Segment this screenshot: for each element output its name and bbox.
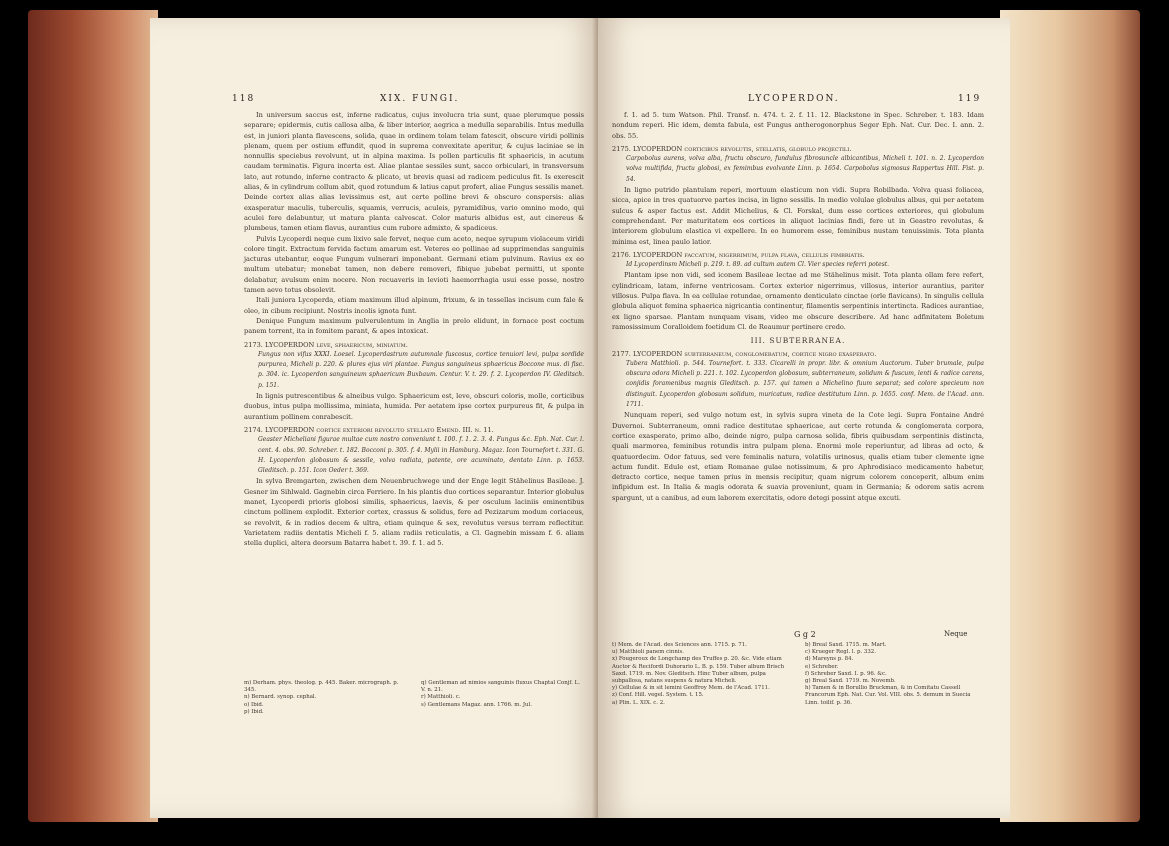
- left-page-edges: [28, 10, 158, 822]
- entry-title: LYCOPERDON subterraneum, conglomeratum, cortice nigro exasperato.: [633, 349, 877, 358]
- right-page: [598, 18, 1010, 818]
- left-page-body: [244, 110, 584, 548]
- catchword: Neque: [944, 630, 968, 638]
- footnote: s) Gentlemans Magaz. ann. 1766. m. Jul.: [421, 701, 532, 708]
- right-footnotes: [612, 642, 984, 707]
- footnote: d) Mareyns p. 84.: [805, 656, 854, 663]
- entry-text: In ligno putrido plantulam reperi, mortuum elasticum non vidi. Supra Robilbada. Volva quasi foliacea, sicca, apice in tres quatuorve partes incisa, in ligno sessilis. In medio volulae globulus albus, qui per aetatem sulcus & asper factus est. Addit Michelius, & Cl. Forskal, dum esse cortices exteriores, qui globulum comprehendant. Per maturitatem eos cortices in aliquot lacinias findi, fere ut in Geastro revolutas, & interiorem globulum elastica vi expellere. In eo humorem esse, feminibus nustam tenuissimis. Tota planta minima est, linea paulo latior.: [612, 186, 984, 246]
- footnote: x) Fougeroux de Longchamp des Truffes p. 20. &c. Vide etiam Auctor & Recifordi Duhorario L. B. p. 159. Tuber album Brisch Saxd. 1719. m. Nov. Gleditsch. Hinc Tuber album, pulpa subpallosa, natans suspens & natura Micheli.: [612, 656, 785, 685]
- paragraph: Pulvis Lycoperdi neque cum lixivo sale fervet, neque cum aceto, neque syrupum violaceum viridi colore tingit. Extractum fervida factum amarum est. Veteres eo pollinae ad supprimendas sanguinis jacturas utebantur, eoque Fungum vulnerari imponebant. Germani etiam pulvinum. Ravius ex eo multum utebatur; monebat tamen, non debere removeri, fibique jubebat permitti, ut sponte delabatur, avulsum enim nocere. Non recuaveris in levioti haemorrhagia usui esse posse, nostro tamen aevo totus obsolevit.: [244, 234, 584, 295]
- right-page-number: 119: [958, 94, 982, 104]
- entry-number: 2177.: [612, 349, 631, 358]
- left-page-number: 118: [232, 94, 256, 104]
- footnote: z) Conf. Hill. vegel. System. t. 15.: [612, 692, 704, 699]
- left-page: [150, 18, 598, 818]
- entry-text: Plantam ipse non vidi, sed iconem Basileae lectae ad me Stähelinus misit. Tota planta ollam fere refert, cylindricam, latam, inferne ventricosam. Cortex exterior nigerrimus, villosus, interior aurantius, pariter villosus. Pulpa flava. In ea cellulae rotundae, ornamento denticulato cinctae (orle flavicans). In singulis cellula globula aliquot femina sphaerica nigricantia continentur, filamentis serpentinis intertincta. Radices aurantiae, ex ligno sparsae. Plantam nunquam visam, video me obscure describere. Ad hanc adfinitatem Boletum ramosissimum Coralloidem foetidum Cl. de Reaumur pertinere credo.: [612, 271, 984, 331]
- entry-title: LYCOPERDON faccatum, nigerrimum, pulpa flava, cellulis fimbriatis.: [633, 250, 865, 259]
- entry-number: 2176.: [612, 250, 631, 259]
- left-footnotes: [244, 680, 584, 716]
- footnote: e) Schreber.: [805, 663, 839, 670]
- entry-heading: [244, 340, 584, 350]
- entry-title: LYCOPERDON corticibus revolutis, stellatis, globulo projectili.: [633, 144, 852, 153]
- entry-text: Nunquam reperi, sed vulgo notum est, in sylvis supra vineta de la Cote legi. Supra Fontaine André Duvernoi. Subterraneum, omni radice destitutae sphaericae, aut certe rotunda & conglomerata corpora, cortice exasperato, primo albo, deinde nigro, pulpa carnosa solida, fibris quibusdam serpentinis distincta, quali marmorea, feminibus rotundis intra pulpam plena. Enormi mole reperiuntur, ad libras ad octo, & quatuordecim. Odor fatuus, sed vere feminalis natura, volatilis urinosus, qualis etiam tuber clemente igne actum fundit. Edule est, etiam Romanae gulae notissimum, & pro Aphrodisiaco medicamento habetur, detracto cortice, neque tamen prius in mensis recipitur, quam nigrum colorem conceperit, album enim infipidum est. In Italia & magis odorata & suavia proveniunt, quam in Germania; & odorem satis acrem spargunt, ut a canibus, ad eum laborem exercitatis, odore detegi possint atque excuti.: [612, 411, 984, 502]
- footnote: c) Krueger Regl. l. p. 332.: [805, 649, 876, 656]
- footnote: o) Ibid.: [244, 701, 264, 708]
- right-page-body: [612, 110, 984, 503]
- right-page-edges: [1000, 10, 1140, 822]
- footnote: u) Matthioli panem cinnis.: [612, 649, 684, 656]
- entry-heading: [612, 144, 984, 154]
- footnote: h) Tamen & in Borullio Bruckman, & in Comitatu Cassell Francorum Eph. Nat. Cur. Vol. VIII. obs. 5. demum in Suecia Linn. toilif. p. 36.: [805, 685, 971, 706]
- entry-number: 2173.: [244, 340, 263, 349]
- footnote: r) Matthioli. c.: [421, 694, 461, 701]
- entry-references: Id Lycoperdinsm Micheli p. 219. t. 89. ad cultum autem Cl. Vier species referri potest.: [626, 261, 890, 269]
- footnote: y) Cellulae & in sit lemini Geoffroy Mem. de l'Acad. 1711.: [612, 685, 770, 692]
- footnote: t) Mem. de l'Acad. des Sciences ann. 1715. p. 71.: [612, 642, 747, 648]
- right-running-head: LYCOPERDON.: [748, 94, 840, 104]
- signature-mark: G g 2: [794, 630, 816, 639]
- entry-number: 2174.: [244, 425, 263, 434]
- entry-text: In sylva Bremgarten, zwischen dem Neuenbruchwege und der Enge legit Stähelinus Basileae. J. Gesner im Sihlwald. Gagnebin circa Ferriere. In his plantis duo cortices separantur. Interior globulus manet, Lycoperdi prioris globosi similis, sphaericus, laevis, & per osculum laciniis eminentibus cinctum pollinem explodit. Exterior cortex, crassus & solidus, fere ad Pezizarum modum coriaceus, se revolvit, & in radios decem & ultra, etiam quinque & sex, revolutus versus terram reflectitur. Varietatem radiis dentatis Micheli f. 5. aliam radiis reticulatis, a Cl. Gagnebin missam f. 6. aliam stella duplici, altera deorsum Batarra habet t. 39. f. 1. ad 5.: [244, 477, 584, 548]
- left-running-head: XIX. FUNGI.: [380, 94, 460, 104]
- entry-number: 2175.: [612, 144, 631, 153]
- footnote: q) Gentleman ad nimios sanguinis fluxus Chaptal Conjf. L. V. n. 21.: [421, 680, 580, 694]
- entry-heading: [612, 349, 984, 359]
- paragraph: f. 1. ad 5. tum Watson. Phil. Transf. n. 474. t. 2. f. 11. 12. Blackstone in Spec. Schreber. t. 183. Idam nondum reperi. Hic idem, demta fabula, est Fungus antherogonorphus Seger Eph. Nat. Cur. Dec. I. ann. 2. obs. 55.: [612, 111, 984, 140]
- section-heading: III. SUBTERRANEA.: [750, 336, 846, 346]
- entry-references: Geaster Micheliani figurae multae cum nostro conveniunt t. 100. f. 1. 2. 3. 4. Fungus &c. Eph. Nat. Cur. l. cent. 4. obs. 90. Schreber. t. 182. Bocconi p. 305. f. 4. Mylii in Hamburg. Magaz. Icon Tournefort t. 331. G. H. Lycoperdon globosum & sessile, volva radiata, patente, ore acuminato, dentato Linn. p. 1653. Gleditsch. p. 151. Icon Oeder t. 369.: [258, 436, 584, 475]
- footnote: m) Derham. phys. theolog. p. 445. Baker. micrograph. p. 345.: [244, 680, 399, 694]
- entry-heading: [244, 425, 584, 435]
- footnote: f) Schreber Saxd. I. p. 96. &c.: [805, 670, 887, 677]
- entry-title: LYCOPERDON leve, sphaericum, miniatum.: [265, 340, 408, 349]
- paragraph: Itali juniora Lycoperda, etiam maximum illud alpinum, frixum, & in tessellas incisum cum fale & oleo, in cibum recipiunt. Nostris incolis ignota funt.: [244, 296, 584, 315]
- entry-title: LYCOPERDON cortice exteriori revoluto stellato Emend. III. n. 11.: [265, 425, 494, 434]
- footnote: p) Ibid.: [244, 708, 264, 715]
- footnote: b) Breal Saxd. 1715. m. Mart.: [805, 642, 887, 648]
- paragraph: Denique Fungum maximum pulverulentum in Anglia in prelo elidunt, in fornace post coctum panem torrent, ita in fomitem parant, & apes intoxicat.: [244, 316, 584, 336]
- entry-text: In lignis putrescentibus & alneibus vulgo. Sphaericum est, leve, obscuri coloris, molle, corticibus duobus, intus pulpa mollissima, miniata, humida. Per aetatem ipse cortex purpureus fit, & pulpa in aurantium pollinem conrabescit.: [244, 392, 584, 421]
- footnote: n) Bernard. synop. cephal.: [244, 694, 317, 701]
- footnote: g) Breal Saxd. 1719. m. Novemb.: [805, 678, 896, 685]
- entry-heading: [612, 250, 984, 260]
- entry-references: Fungus non vifus XXXI. Loesel. Lycoperdastrum autumnale fuscosus, cortice tenuiori levi, pulpa sordide purpurea, Micheli p. 220. & plures ejus viri plantae. Fungus sanguineus sphaericus Boccone mus. di fisc. p. 304. ic. Lycoperdon sanguineum sphaericum Buxbaum. Centur. V. t. 29. f. 2. Lycoperdon IV. Gleditsch. p. 151.: [258, 350, 584, 389]
- footnote: a) Plin. L. XIX. c. 2.: [612, 699, 665, 706]
- entry-references: Tubera Matthioli. p. 544. Tournefort. t. 333. Cicarelli in propr. libr. & omnium Auctorum. Tuber brumale, pulpa obscura odora Micheli p. 221. t. 102. Lycoperdon globosum, subterraneum, solidum & fuscum, lenti & radice carens, conjidis foramenibus magnis Gleditsch. p. 157. qui tamen a Michelino fuum separat; sed colore specieum non distinguit. Lycoperdon globosum solidum, muricatum, radice destitutum Linn. p. 1655. conf. Mem. de l'Acad. ann. 1711.: [626, 359, 984, 409]
- paragraph: In universum saccus est, inferne radicatus, cujus involucra tria sunt, quae plerumque possis separare; epidermis, cutis callosa alba, & liber interior, aegrica a medulla separabilis. Intus medulla est, in juniori planta flavescens, solida, quae in ordinem tolam telam fatescit, obscure viridi pollinis plenam, quem per ostium effundit, quod in suprema convexitate aperitur, & cujus laciniae se in nonnullis speciebus revolvunt, ut in alpina maxima. Is pollen particulis fit sphaericis, in acutum caudam terminatis. Figura incerta est. Aliae plantae sessiles sunt, sacco orbiculari, in transversum lato, aut rotundo, inferne contracto & plicato, ut brevis quasi ad radicem pediculus fit. Is exerescit alias, & in cylindrum collum abit, quod rotundum & latius caput profert, aliae Fungus sessilis manet. Deinde cortex alias alias levissimus est, aut certe polline brevi & obscuro conspersis: alias exasperatur maculis, tuberculis, squamis, verrucis, aculeis, pyramidibus, vario omnino modo, qui aculei fere delabuntur, ut matura planta calvescat. Color maturis albidus est, aut cinereus & plumbeus, tamen etiam flavus, aurantius cum rubore admixto, & spadiceus.: [244, 111, 584, 233]
- entry-references: Carpobolus aurens, volva alba, fructu obscuro, fundulus fibrosuncle albicantibus, Micheli t. 101. n. 2. Lycoperdon volva multifida, fructu globosi, ex femimbus evolvante Linn. p. 1654. Carpobolus sigmosus Rappertus Hill. Fist. p. 54.: [626, 155, 984, 183]
